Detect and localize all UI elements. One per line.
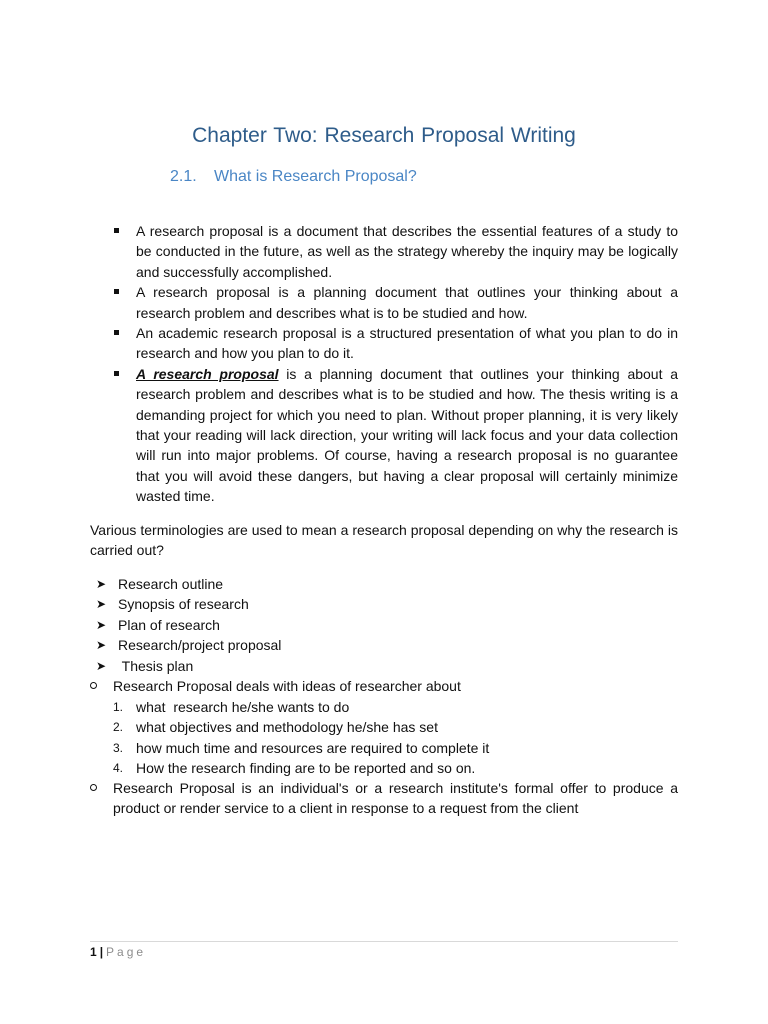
- chapter-title: Chapter Two: Research Proposal Writing: [192, 124, 576, 147]
- bullet-text: A research proposal is a planning document that outlines your thinking about a research problem and describes what is to be studied and how.: [136, 284, 678, 321]
- bullet-item: [114, 221, 678, 282]
- deals-with-text: Research Proposal deals with ideas of researcher about: [113, 678, 461, 694]
- footer-divider: [90, 941, 678, 942]
- section-title: What is Research Proposal?: [214, 168, 417, 185]
- numbered-item: 4. How the research finding are to be reported and so on.: [113, 760, 476, 777]
- section-number: 2.1.: [170, 168, 197, 185]
- arrow-bullet-icon: ➤: [96, 597, 107, 612]
- arrow-bullet-icon: ➤: [96, 617, 107, 632]
- bullet-text: A research proposal is a document that describes the essential features of a study to be conducted in the future, as well as the strategy whereby the inquiry may be logically and successfully accomplished.: [136, 223, 678, 280]
- square-bullet-icon: [114, 330, 119, 335]
- bullet-item: [114, 364, 678, 507]
- bullet-text: An academic research proposal is a structured presentation of what you plan to do in research and how you plan to do it.: [136, 325, 678, 362]
- terminology-item: ➤ Thesis plan: [96, 656, 281, 676]
- deals-with-numbered-list: [113, 697, 489, 779]
- footer-separator: |: [99, 945, 104, 959]
- arrow-bullet-icon: ➤: [96, 577, 107, 591]
- terminology-item: ➤ Plan of research: [96, 615, 281, 635]
- section-heading: [170, 168, 417, 186]
- deals-with-item: [90, 676, 678, 696]
- circle-bullet-icon: [90, 784, 97, 791]
- circle-bullet-icon: [90, 682, 97, 689]
- bullet-item: [114, 323, 678, 364]
- arrow-bullet-icon: ➤: [96, 638, 107, 653]
- numbered-item: 2. what objectives and methodology he/she has set: [113, 719, 438, 736]
- page-number: 1: [90, 945, 97, 959]
- terminology-list: [96, 574, 281, 676]
- square-bullet-icon: [114, 371, 119, 376]
- definition-bullet-list: [114, 221, 678, 507]
- numbered-item: 3. how much time and resources are required to complete it: [113, 739, 490, 756]
- bullet-item: [114, 282, 678, 323]
- numbered-item: 1. what research he/she wants to do: [113, 699, 350, 715]
- bullet-text: is a planning document that outlines your thinking about a research problem and describes what is to be studied and how. The thesis writing is a demanding project for which you need to plan. Without proper planning, it is very likely that your reading will lack direction, your writing will lack focus and your data collection will run into major problems. Of course, having a research proposal is no guarantee that you will avoid these dangers, but having a clear proposal will certainly minimize wasted time.: [136, 365, 678, 505]
- definition-text: Research Proposal is an individual's or a research institute's formal offer to produce a product or render service to a client in response to a request from the client: [113, 780, 678, 817]
- terminology-intro: Various terminologies are used to mean a research proposal depending on why the research is carried out?: [90, 522, 678, 559]
- page-footer: [90, 943, 146, 961]
- definition-item: [90, 778, 678, 819]
- square-bullet-icon: [114, 289, 119, 294]
- terminology-item: ➤ Research/project proposal: [96, 635, 281, 655]
- square-bullet-icon: [114, 228, 119, 233]
- arrow-bullet-icon: ➤: [96, 658, 107, 673]
- page-label: Page: [106, 945, 147, 959]
- terminology-item: ➤ Synopsis of research: [96, 594, 281, 614]
- bullet-emphasis: A research proposal: [136, 365, 279, 382]
- terminology-item: ➤ Research outline: [96, 574, 281, 594]
